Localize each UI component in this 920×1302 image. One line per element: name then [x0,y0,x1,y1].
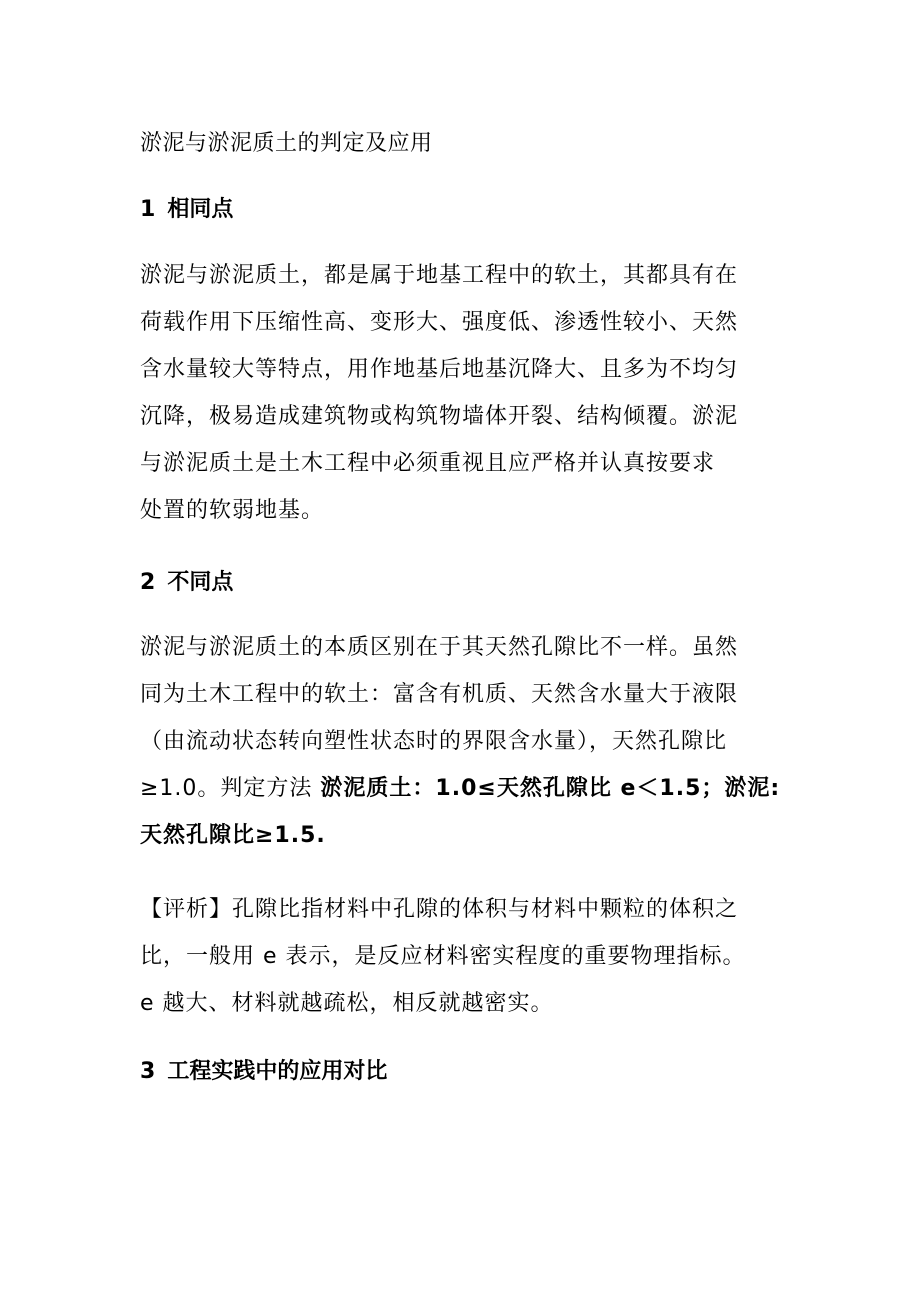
section-1-paragraph [140,252,790,534]
criteria-bold-line: 天然孔隙比≥1.5. [140,823,326,848]
paragraph-line: 同为土木工程中的软土：富含有机质、天然含水量大于液限 [140,682,739,707]
section-3-number: 3 [140,1059,156,1084]
section-2-number: 2 [140,570,156,595]
paragraph-line: 【评析】孔隙比指材料中孔隙的体积与材料中颗粒的体积之 [140,897,739,922]
paragraph-line: 含水量较大等特点，用作地基后地基沉降大、且多为不均匀 [140,357,739,382]
section-1-number: 1 [140,197,156,222]
section-3-heading [140,1056,790,1088]
section-2-paragraph [140,624,790,859]
analysis-paragraph [140,886,790,1027]
paragraph-line: 与淤泥质土是土木工程中必须重视且应严格并认真按要求 [140,451,716,476]
section-2-title: 不同点 [167,570,234,595]
paragraph-line: 荷载作用下压缩性高、变形大、强度低、渗透性较小、天然 [140,310,739,335]
criteria-intro-text: ≥1.0。判定方法 [140,776,321,801]
paragraph-line: 淤泥与淤泥质土的本质区别在于其天然孔隙比不一样。虽然 [140,635,739,660]
paragraph-line: e 越大、材料就越疏松，相反就越密实。 [140,991,554,1016]
paragraph-line-with-criteria [140,765,790,812]
paragraph-line: 比，一般用 e 表示，是反应材料密实程度的重要物理指标。 [140,944,746,969]
paragraph-line: 处置的软弱地基。 [140,498,325,523]
criteria-bold-text: 淤泥质土：1.0≤天然孔隙比 e＜1.5；淤泥: [320,776,781,801]
paragraph-line: （由流动状态转向塑性状态时的界限含水量），天然孔隙比 [140,729,728,754]
document-title: 淤泥与淤泥质土的判定及应用 [140,131,433,156]
section-1-heading [140,194,790,226]
section-2-heading [140,567,790,599]
paragraph-line: 淤泥与淤泥质土，都是属于地基工程中的软土，其都具有在 [140,263,739,288]
section-1-title: 相同点 [167,197,234,222]
paragraph-line: 沉降，极易造成建筑物或构筑物墙体开裂、结构倾覆。淤泥 [140,404,739,429]
section-3-title: 工程实践中的应用对比 [167,1059,388,1084]
